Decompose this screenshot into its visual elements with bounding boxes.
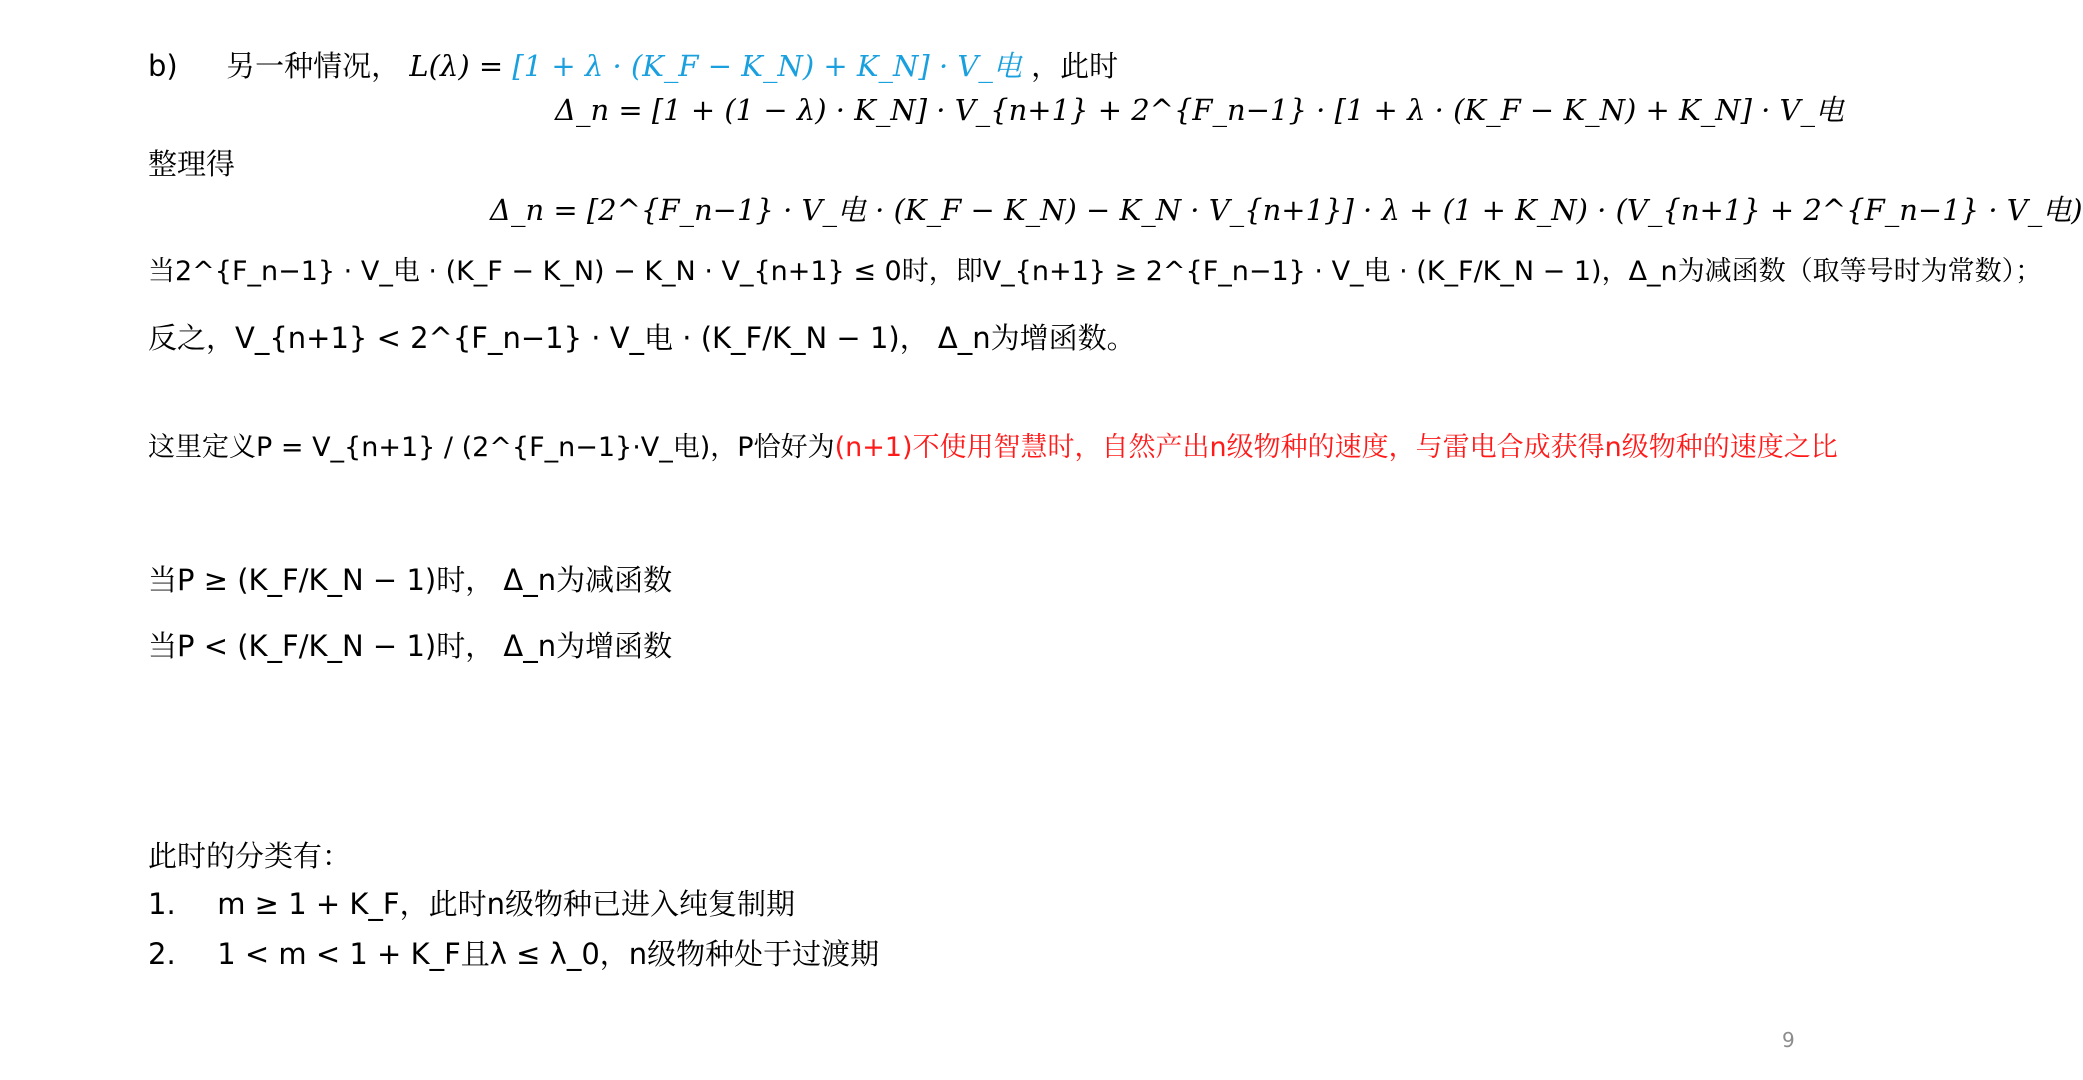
delta-equation-2: Δ_n = [2^{F_n−1} · V_电 · (K_F − K_N) − K_N · V_{n+1}] · λ + (1 + K_N) · (V_{n+1} + 2^{F_n−1} · V_电) <box>490 193 2083 227</box>
delta-equation-1: Δ_n = [1 + (1 − λ) · K_N] · V_{n+1} + 2^{F_n−1} · [1 + λ · (K_F − K_N) + K_N] · V_电 <box>555 93 1844 127</box>
L-definition: L(λ) = <box>409 49 513 83</box>
rearrange-label: 整理得 <box>148 147 236 181</box>
section-b-tail: ，此时 <box>1031 49 1119 83</box>
classification-title: 此时的分类有： <box>148 839 352 873</box>
section-b-intro: 另一种情况， <box>226 49 401 83</box>
define-p-prefix: 这里定义P = V_{n+1} / (2^{F_n−1}·V_电)，P恰好为 <box>148 432 835 463</box>
condition-increasing: 反之，V_{n+1} < 2^{F_n−1} · V_电 · (K_F/K_N − 1)， Δ_n为增函数。 <box>148 321 1136 355</box>
define-p-emphasis: (n+1)不使用智慧时，自然产出n级物种的速度，与雷电合成获得n级物种的速度之比 <box>834 432 1838 463</box>
section-b-line <box>148 46 1118 86</box>
p-case-increasing: 当P < (K_F/K_N − 1)时， Δ_n为增函数 <box>148 629 673 663</box>
list-item-number: 1. <box>148 887 176 921</box>
L-expression: [1 + λ · (K_F − K_N) + K_N] · V_电 <box>512 49 1022 83</box>
list-item-text: 1 < m < 1 + K_F且λ ≤ λ_0，n级物种处于过渡期 <box>217 937 880 971</box>
list-item-text: m ≥ 1 + K_F，此时n级物种已进入纯复制期 <box>217 887 795 921</box>
classification-item <box>148 884 795 924</box>
page-number: 9 <box>1782 1028 1795 1052</box>
section-b-label: b) <box>148 49 178 83</box>
define-p-line <box>148 428 1838 468</box>
p-case-decreasing: 当P ≥ (K_F/K_N − 1)时， Δ_n为减函数 <box>148 563 673 597</box>
condition-decreasing: 当2^{F_n−1} · V_电 · (K_F − K_N) − K_N · V_{n+1} ≤ 0时，即V_{n+1} ≥ 2^{F_n−1} · V_电 · (K_F/K_N − 1)，Δ_n为减函数（取等号时为常数）； <box>148 256 2043 287</box>
classification-item <box>148 934 879 974</box>
list-item-number: 2. <box>148 937 176 971</box>
